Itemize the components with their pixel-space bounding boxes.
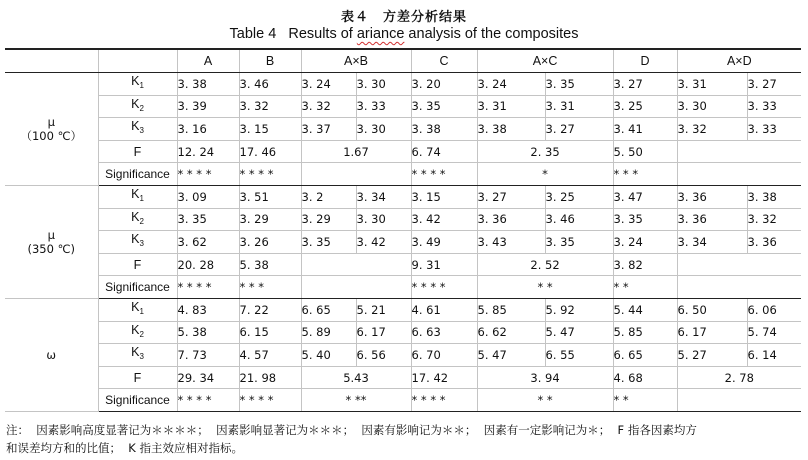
cell: 9. 31 xyxy=(411,253,477,276)
cell: 3. 31 xyxy=(545,95,613,118)
cell: 6. 17 xyxy=(677,321,747,344)
header-axd: A×D xyxy=(677,49,801,73)
cell: 3. 46 xyxy=(545,208,613,231)
header-axc: A×C xyxy=(477,49,613,73)
cell: 3. 09 xyxy=(177,185,239,208)
cell: 3. 38 xyxy=(747,185,801,208)
table-title-en xyxy=(0,26,808,42)
header-d: D xyxy=(613,49,677,73)
cell: 3. 37 xyxy=(301,118,356,141)
cell: * * * xyxy=(239,276,301,299)
header-c: C xyxy=(411,49,477,73)
table-row xyxy=(5,185,801,208)
cell: 17. 42 xyxy=(411,366,477,389)
cell: 3. 15 xyxy=(411,185,477,208)
cell: 3. 27 xyxy=(613,73,677,96)
table-row xyxy=(5,276,801,299)
cell: 3. 41 xyxy=(613,118,677,141)
cell: * * * xyxy=(613,163,677,186)
cell: 5. 92 xyxy=(545,298,613,321)
cell: 3. 36 xyxy=(677,208,747,231)
cell: 12. 24 xyxy=(177,140,239,163)
cell: 3. 36 xyxy=(677,185,747,208)
row-label-k3: $K_3$ xyxy=(98,118,177,141)
cell: 2. 78 xyxy=(677,366,801,389)
group-label-omega xyxy=(5,298,98,411)
cell: 2. 52 xyxy=(477,253,613,276)
cell: 3. 34 xyxy=(677,231,747,254)
table-row xyxy=(5,298,801,321)
group-label-temp: （100 ℃） xyxy=(20,128,83,143)
cell: 3. 33 xyxy=(747,95,801,118)
cell: 3. 24 xyxy=(477,73,545,96)
group-label-symbol: μ xyxy=(47,114,55,129)
cell: 3. 51 xyxy=(239,185,301,208)
cell: 2. 35 xyxy=(477,140,613,163)
cell: 6. 50 xyxy=(677,298,747,321)
table-row xyxy=(5,163,801,186)
cell: 3. 94 xyxy=(477,366,613,389)
cell xyxy=(677,140,801,163)
cell: 3. 24 xyxy=(613,231,677,254)
row-label-f: F xyxy=(98,366,177,389)
cell: 5. 89 xyxy=(301,321,356,344)
cell: 5. 21 xyxy=(356,298,411,321)
cell: * * xyxy=(477,276,613,299)
row-label-k1: $K_1$ xyxy=(98,185,177,208)
cell: 3. 46 xyxy=(239,73,301,96)
table-row xyxy=(5,231,801,254)
cell: * xyxy=(477,163,613,186)
cell: * * * * xyxy=(411,389,477,412)
cell: 3. 42 xyxy=(356,231,411,254)
cell: 3. 35 xyxy=(545,73,613,96)
cell: 3. 25 xyxy=(545,185,613,208)
cell: 17. 46 xyxy=(239,140,301,163)
cell: 6. 55 xyxy=(545,344,613,367)
row-label-k2: $K_2$ xyxy=(98,321,177,344)
cell: 3. 30 xyxy=(356,118,411,141)
cell xyxy=(677,253,801,276)
header-blank-1 xyxy=(5,49,98,73)
group-label-symbol: ω xyxy=(46,347,57,362)
cell: 5. 44 xyxy=(613,298,677,321)
row-label-k1: $K_1$ xyxy=(98,73,177,96)
variance-table xyxy=(5,48,801,412)
cell: 7. 22 xyxy=(239,298,301,321)
cell: 3. 30 xyxy=(356,208,411,231)
cell: 6. 70 xyxy=(411,344,477,367)
row-label-k2: $K_2$ xyxy=(98,95,177,118)
cell: 6. 65 xyxy=(613,344,677,367)
cell xyxy=(677,276,801,299)
cell: 3. 36 xyxy=(747,231,801,254)
cell: 3. 32 xyxy=(301,95,356,118)
cell: 3. 42 xyxy=(411,208,477,231)
cell xyxy=(301,163,411,186)
cell: 5. 38 xyxy=(239,253,301,276)
table-row xyxy=(5,140,801,163)
cell: 3. 31 xyxy=(477,95,545,118)
cell: 4. 57 xyxy=(239,344,301,367)
row-label-significance: Significance xyxy=(98,389,177,412)
cell: 7. 73 xyxy=(177,344,239,367)
cell: 3. 27 xyxy=(545,118,613,141)
cell: 3. 32 xyxy=(239,95,301,118)
cell: 3. 24 xyxy=(301,73,356,96)
cell: * * * * xyxy=(177,276,239,299)
cell: * * * * xyxy=(411,163,477,186)
header-b: B xyxy=(239,49,301,73)
cell: 5. 47 xyxy=(545,321,613,344)
cell: 3. 36 xyxy=(477,208,545,231)
cell: 3. 29 xyxy=(301,208,356,231)
table-footnote xyxy=(6,421,806,457)
cell: 4. 83 xyxy=(177,298,239,321)
row-label-k3: $K_3$ xyxy=(98,231,177,254)
cell: 3. 38 xyxy=(477,118,545,141)
table-title-cn: 表４ 方差分析结果 xyxy=(340,10,467,25)
cell: 3. 33 xyxy=(356,95,411,118)
cell: 6. 14 xyxy=(747,344,801,367)
cell: 29. 34 xyxy=(177,366,239,389)
cell: 3. 27 xyxy=(747,73,801,96)
cell: 5. 47 xyxy=(477,344,545,367)
cell: 6. 15 xyxy=(239,321,301,344)
cell: 3. 47 xyxy=(613,185,677,208)
cell xyxy=(301,253,411,276)
cell: 3. 38 xyxy=(177,73,239,96)
cell: 3. 38 xyxy=(411,118,477,141)
table-row xyxy=(5,73,801,96)
cell: 3. 32 xyxy=(677,118,747,141)
cell xyxy=(677,163,801,186)
table-title-en-misspelled-word: ariance xyxy=(356,26,405,42)
cell: 3. 16 xyxy=(177,118,239,141)
cell: * * xyxy=(613,389,677,412)
footnote-line-2: 和误差均方和的比值； K 指主效应相对指标。 xyxy=(6,441,244,455)
cell: 3. 30 xyxy=(356,73,411,96)
cell: * * xyxy=(613,276,677,299)
cell: 3. 35 xyxy=(301,231,356,254)
cell: 3. 32 xyxy=(747,208,801,231)
table-row xyxy=(5,253,801,276)
row-label-k2: $K_2$ xyxy=(98,208,177,231)
cell: 3. 35 xyxy=(613,208,677,231)
cell: * * * * xyxy=(177,389,239,412)
cell: 5. 50 xyxy=(613,140,677,163)
header-axb: A×B xyxy=(301,49,411,73)
group-label-symbol: μ xyxy=(47,227,55,242)
table-title-en-part-2: analysis of the composites xyxy=(404,26,579,42)
cell: 3. 35 xyxy=(177,208,239,231)
cell: 3. 39 xyxy=(177,95,239,118)
cell: 3. 25 xyxy=(613,95,677,118)
table-row xyxy=(5,95,801,118)
cell xyxy=(677,389,801,412)
cell: 3. 30 xyxy=(677,95,747,118)
cell: * * * * xyxy=(411,276,477,299)
cell: 1.67 xyxy=(301,140,411,163)
cell: 3. 82 xyxy=(613,253,677,276)
cell: 3. 33 xyxy=(747,118,801,141)
cell: * * * * xyxy=(177,163,239,186)
cell: 3. 27 xyxy=(477,185,545,208)
row-label-k3: $K_3$ xyxy=(98,344,177,367)
row-label-significance: Significance xyxy=(98,276,177,299)
cell: 3. 29 xyxy=(239,208,301,231)
cell: 3. 26 xyxy=(239,231,301,254)
cell: 5. 85 xyxy=(477,298,545,321)
cell: 21. 98 xyxy=(239,366,301,389)
cell: * ** xyxy=(301,389,411,412)
cell: 3. 35 xyxy=(411,95,477,118)
cell: 3. 20 xyxy=(411,73,477,96)
group-label-mu-100 xyxy=(5,73,98,186)
header-blank-2 xyxy=(98,49,177,73)
table-row xyxy=(5,118,801,141)
cell: 3. 34 xyxy=(356,185,411,208)
cell: 3. 62 xyxy=(177,231,239,254)
cell: 3. 49 xyxy=(411,231,477,254)
cell: 20. 28 xyxy=(177,253,239,276)
cell: * * xyxy=(477,389,613,412)
cell: 6. 62 xyxy=(477,321,545,344)
cell: 3. 31 xyxy=(677,73,747,96)
cell: 5. 85 xyxy=(613,321,677,344)
cell: 6. 63 xyxy=(411,321,477,344)
cell: 3. 2 xyxy=(301,185,356,208)
cell: 5. 27 xyxy=(677,344,747,367)
cell: 4. 68 xyxy=(613,366,677,389)
cell: 4. 61 xyxy=(411,298,477,321)
cell: 3. 43 xyxy=(477,231,545,254)
cell: 6. 56 xyxy=(356,344,411,367)
row-label-f: F xyxy=(98,140,177,163)
table-row xyxy=(5,344,801,367)
header-row xyxy=(5,49,801,73)
cell: 5.43 xyxy=(301,366,411,389)
table-row xyxy=(5,208,801,231)
cell: 5. 40 xyxy=(301,344,356,367)
table-title-en-part-1: Table 4 Results of xyxy=(229,26,357,42)
row-label-significance: Significance xyxy=(98,163,177,186)
cell: 6. 06 xyxy=(747,298,801,321)
table-row xyxy=(5,366,801,389)
cell: 6. 74 xyxy=(411,140,477,163)
group-label-mu-350 xyxy=(5,185,98,298)
cell: * * * * xyxy=(239,389,301,412)
header-a: A xyxy=(177,49,239,73)
cell: 6. 65 xyxy=(301,298,356,321)
cell: 5. 38 xyxy=(177,321,239,344)
row-label-f: F xyxy=(98,253,177,276)
row-label-k1: $K_1$ xyxy=(98,298,177,321)
table-row xyxy=(5,389,801,412)
cell: 3. 35 xyxy=(545,231,613,254)
group-label-temp: (350 ℃) xyxy=(27,241,75,256)
cell xyxy=(301,276,411,299)
table-row xyxy=(5,321,801,344)
footnote-line-1: 注： 因素影响高度显著记为＊＊＊＊； 因素影响显著记为＊＊＊； 因素有影响记为＊＊； 因素有一定影响记为＊； F 指各因素均方 xyxy=(6,423,697,437)
cell: * * * * xyxy=(239,163,301,186)
cell: 3. 15 xyxy=(239,118,301,141)
cell: 6. 17 xyxy=(356,321,411,344)
cell: 5. 74 xyxy=(747,321,801,344)
